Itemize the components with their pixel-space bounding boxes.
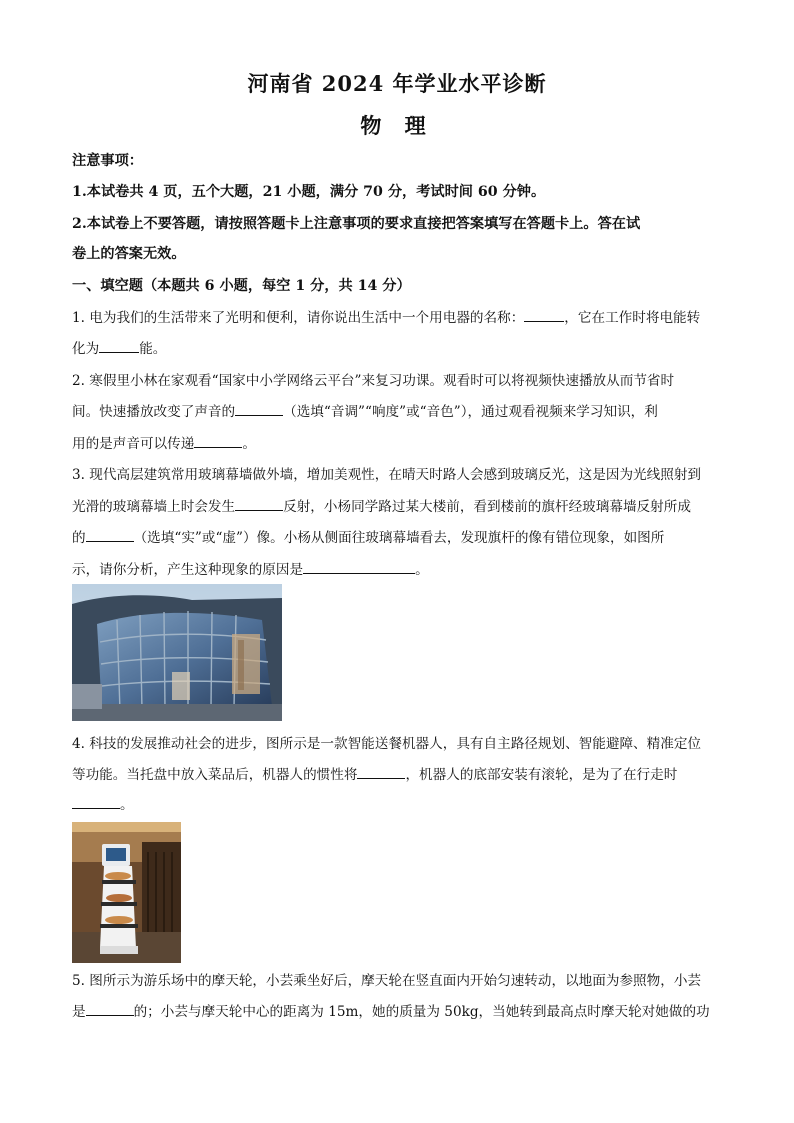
question-5-line-1: 5. 图所示为游乐场中的摩天轮，小芸乘坐好后，摩天轮在竖直面内开始匀速转动，以地面为参照物，小芸 (72, 973, 702, 989)
question-3-line-2 (72, 498, 722, 516)
question-2-line-2 (72, 403, 722, 421)
notes-item-1: 1.本试卷共 4 页，五个大题，21 小题，满分 70 分，考试时间 60 分钟。 (72, 184, 546, 200)
exam-title: 河南省 2024 年学业水平诊断 (247, 71, 547, 96)
answer-blank[interactable] (235, 403, 283, 416)
answer-blank[interactable] (86, 1003, 134, 1016)
question-3-text-c: 的 (72, 530, 86, 546)
answer-blank[interactable] (194, 435, 242, 448)
section-1-heading: 一、填空题（本题共 6 小题，每空 1 分，共 14 分） (72, 278, 411, 294)
answer-blank[interactable] (72, 796, 120, 809)
question-1-text-d: 能。 (139, 341, 167, 357)
question-1-text-a: 1. 电为我们的生活带来了光明和便利，请你说出生活中一个用电器的名称： (72, 310, 525, 326)
question-4-text-c: 。 (120, 797, 134, 813)
answer-blank[interactable] (524, 309, 564, 322)
question-1-text-b: ，它在工作时将电能转 (564, 310, 701, 326)
question-2-text-b: （选填“音调”“响度”或“音色”），通过观看视频来学习知识，利 (283, 404, 658, 420)
question-3-text-d: （选填“实”或“虚”）像。小杨从侧面往玻璃幕墙看去，发现旗杆的像有错位现象，如图所 (133, 530, 665, 546)
question-3-text-b: 反射，小杨同学路过某大楼前，看到楼前的旗杆经玻璃幕墙反射所成 (283, 499, 691, 515)
question-4-line-3 (72, 796, 722, 814)
question-2-line-1: 2. 寒假里小林在家观看“国家中小学网络云平台”来复习功课。观看时可以将视频快速播放从而节省时 (72, 373, 675, 389)
notes-item-2-line-1: 2.本试卷上不要答题，请按照答题卡上注意事项的要求直接把答案填写在答题卡上。答在试 (72, 216, 641, 232)
building-glass-image (72, 584, 282, 721)
question-2-text-d: 。 (242, 436, 256, 452)
question-2-text-c: 用的是声音可以传递 (72, 436, 195, 452)
answer-blank[interactable] (357, 766, 405, 779)
question-3-text-e: 示，请你分析，产生这种现象的原因是 (72, 562, 304, 578)
glass-curtain-wall-photo (72, 584, 282, 721)
robot-image (72, 822, 181, 963)
question-1-line-1 (72, 309, 722, 327)
answer-blank[interactable] (235, 498, 283, 511)
question-3-text-a: 光滑的玻璃幕墙上时会发生 (72, 499, 236, 515)
question-1-line-2 (72, 340, 722, 358)
answer-blank[interactable] (86, 529, 134, 542)
question-4-line-1: 4. 科技的发展推动社会的进步，图所示是一款智能送餐机器人，具有自主路径规划、智能避障、精准定位 (72, 736, 702, 752)
answer-blank[interactable] (99, 340, 139, 353)
notes-item-2-line-2: 卷上的答案无效。 (72, 246, 186, 262)
question-2-line-3 (72, 435, 722, 453)
answer-blank[interactable] (303, 561, 415, 574)
delivery-robot-photo (72, 822, 181, 963)
question-1-text-c: 化为 (72, 341, 100, 357)
question-5-text-b: 的；小芸与摩天轮中心的距离为 15m，她的质量为 50kg，当她转到最高点时摩天轮对她做的功 (133, 1004, 710, 1020)
notes-heading: 注意事项： (72, 153, 143, 169)
question-4-line-2 (72, 766, 722, 784)
question-3-text-f: 。 (415, 562, 429, 578)
question-2-text-a: 间。快速播放改变了声音的 (72, 404, 236, 420)
question-5-text-a: 是 (72, 1004, 86, 1020)
question-3-line-1: 3. 现代高层建筑常用玻璃幕墙做外墙，增加美观性，在晴天时路人会感到玻璃反光，这是因为光线照射到 (72, 467, 702, 483)
question-4-text-b: ，机器人的底部安装有滚轮，是为了在行走时 (405, 767, 678, 783)
question-4-text-a: 等功能。当托盘中放入菜品后，机器人的惯性将 (72, 767, 358, 783)
question-3-line-4 (72, 561, 722, 579)
question-3-line-3 (72, 529, 722, 547)
question-5-line-2 (72, 1003, 722, 1021)
subject-title: 物 理 (360, 113, 434, 138)
